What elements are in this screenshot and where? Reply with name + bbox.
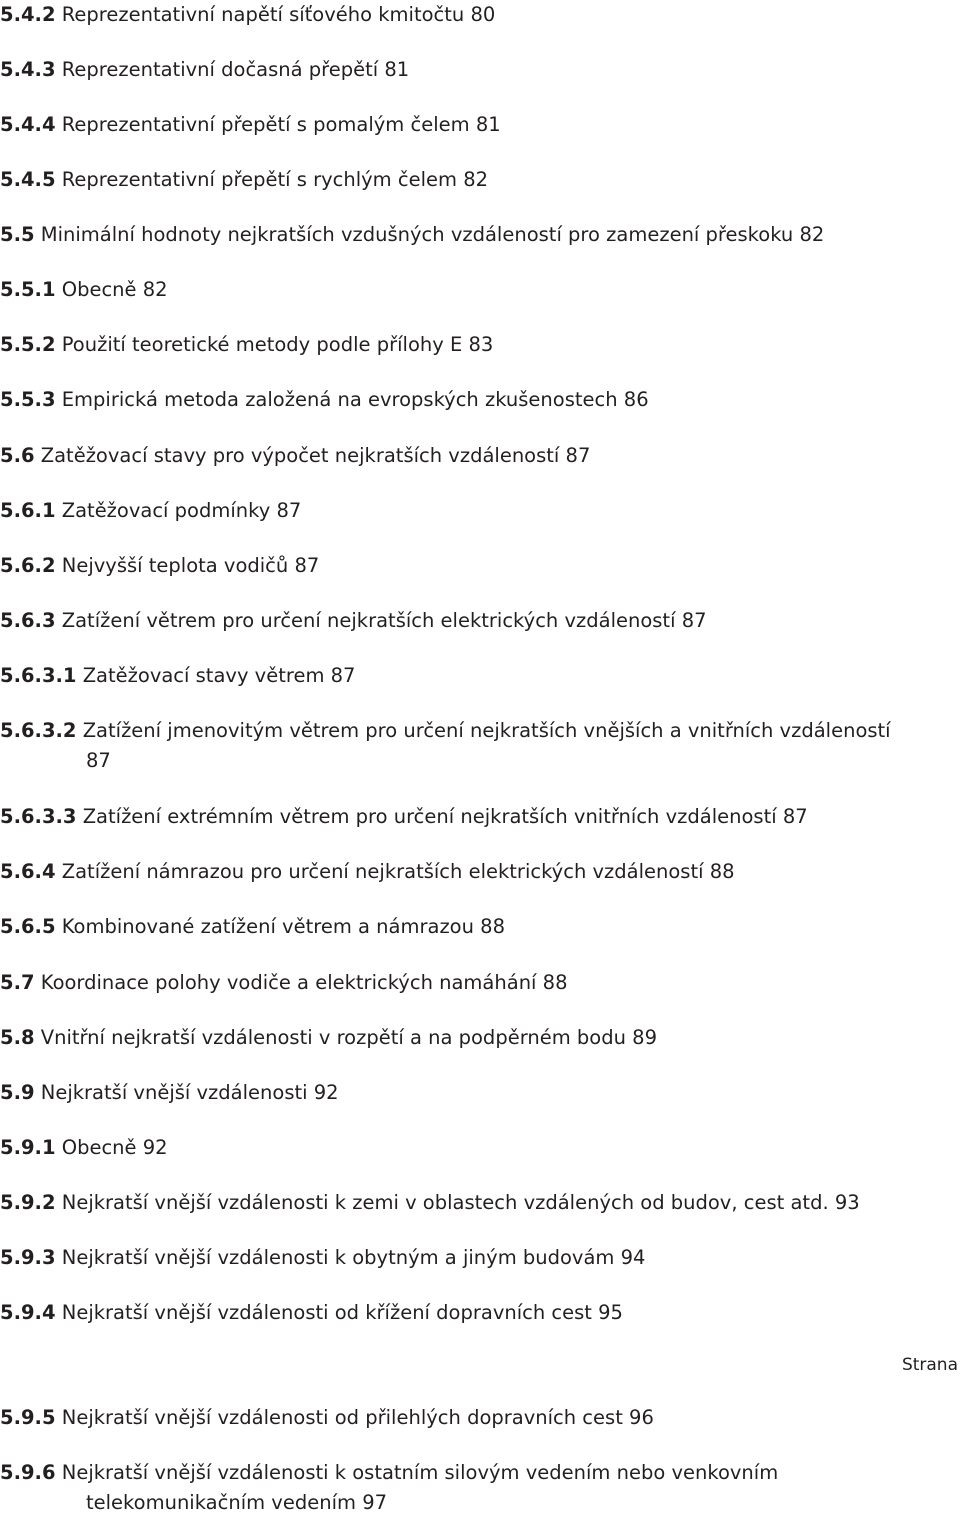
toc-entry[interactable] [0, 441, 955, 471]
toc-entry-number: 5.5 [0, 223, 35, 246]
toc-entry[interactable] [0, 1023, 955, 1053]
toc-entry-number: 5.9.6 [0, 1461, 56, 1484]
toc-entry-title: Vnitřní nejkratší vzdálenosti v rozpětí a na podpěrném bodu 89 [40, 1026, 657, 1049]
toc-entry[interactable] [0, 912, 955, 942]
toc-entry-title: Nejkratší vnější vzdálenosti od křížení dopravních cest 95 [61, 1301, 623, 1324]
toc-entry[interactable] [0, 1133, 955, 1163]
toc-entry-continuation: 87 [86, 749, 111, 772]
toc-entry[interactable] [0, 1078, 955, 1108]
toc-entry-title: Zatěžovací stavy pro výpočet nejkratších vzdáleností 87 [40, 444, 591, 467]
toc-entry[interactable] [0, 110, 955, 140]
toc-entry-title: Obecně 92 [61, 1136, 168, 1159]
toc-entry-number: 5.5.1 [0, 278, 56, 301]
toc-entry-number: 5.6.3.3 [0, 805, 77, 828]
toc-entry-title: Zatížení větrem pro určení nejkratších elektrických vzdáleností 87 [61, 609, 707, 632]
toc-entry-number: 5.9.5 [0, 1406, 56, 1429]
toc-entry[interactable] [0, 1298, 955, 1328]
toc-entry-number: 5.9.1 [0, 1136, 56, 1159]
toc-entry-number: 5.9.4 [0, 1301, 56, 1324]
toc-entry-number: 5.4.2 [0, 3, 56, 26]
toc-entry-number: 5.6.2 [0, 554, 56, 577]
toc-entry-number: 5.4.5 [0, 168, 56, 191]
toc-entry-title: Nejkratší vnější vzdálenosti k zemi v oblastech vzdálených od budov, cest atd. 93 [61, 1191, 860, 1214]
toc-entry-number: 5.6.3 [0, 609, 56, 632]
toc-entry[interactable] [0, 1403, 955, 1433]
toc-entry[interactable] [0, 857, 955, 887]
toc-entry-title: Zatížení jmenovitým větrem pro určení nejkratších vnějších a vnitřních vzdáleností [82, 719, 891, 742]
toc-entry[interactable] [0, 968, 955, 998]
toc-entry-number: 5.6.1 [0, 499, 56, 522]
toc-entry[interactable] [0, 275, 955, 305]
toc-entry-number: 5.4.3 [0, 58, 56, 81]
toc-entry[interactable] [0, 1188, 955, 1218]
toc-entry-number: 5.6.3.1 [0, 664, 77, 687]
toc-entry-number: 5.6 [0, 444, 35, 467]
toc-entry-title: Reprezentativní přepětí s rychlým čelem 82 [61, 168, 489, 191]
toc-entry-title: Zatížení námrazou pro určení nejkratších elektrických vzdáleností 88 [61, 860, 735, 883]
toc-entry-title: Reprezentativní dočasná přepětí 81 [61, 58, 410, 81]
toc-entry[interactable] [0, 1243, 955, 1273]
toc-entry-number: 5.9.3 [0, 1246, 56, 1269]
toc-entry[interactable] [0, 1458, 955, 1518]
toc-entry-title: Použití teoretické metody podle přílohy E 83 [61, 333, 494, 356]
toc-entry-title: Nejkratší vnější vzdálenosti od přilehlých dopravních cest 96 [61, 1406, 654, 1429]
toc-entry-number: 5.7 [0, 971, 35, 994]
toc-entry-number: 5.4.4 [0, 113, 56, 136]
toc-entry-title: Reprezentativní přepětí s pomalým čelem 81 [61, 113, 501, 136]
toc-entry-number: 5.6.4 [0, 860, 56, 883]
toc-entry-number: 5.6.3.2 [0, 719, 77, 742]
toc-entry-number: 5.5.2 [0, 333, 56, 356]
toc-entry-title: Zatížení extrémním větrem pro určení nejkratších vnitřních vzdáleností 87 [82, 805, 808, 828]
toc-entry[interactable] [0, 661, 955, 691]
toc-entry-title: Minimální hodnoty nejkratších vzdušných vzdáleností pro zamezení přeskoku 82 [40, 223, 825, 246]
toc-entry-continuation: telekomunikačním vedením 97 [86, 1491, 388, 1514]
toc-entry-number: 5.9.2 [0, 1191, 56, 1214]
toc-entry-title: Nejkratší vnější vzdálenosti k obytným a jiným budovám 94 [61, 1246, 646, 1269]
toc-entry[interactable] [0, 330, 955, 360]
toc-entry[interactable] [0, 496, 955, 526]
toc-entry-title: Empirická metoda založená na evropských zkušenostech 86 [61, 388, 649, 411]
toc-entry-number: 5.8 [0, 1026, 35, 1049]
toc-entry-title: Koordinace polohy vodiče a elektrických namáhání 88 [40, 971, 568, 994]
toc-entry[interactable] [0, 802, 955, 832]
toc-entry-title: Nejkratší vnější vzdálenosti k ostatním silovým vedením nebo venkovním [61, 1461, 779, 1484]
toc-entry[interactable] [0, 716, 955, 776]
toc-entry[interactable] [0, 385, 955, 415]
toc-entry-number: 5.5.3 [0, 388, 56, 411]
toc-entry-title: Zatěžovací stavy větrem 87 [82, 664, 356, 687]
toc-entry-title: Obecně 82 [61, 278, 168, 301]
toc-entry[interactable] [0, 606, 955, 636]
page-marker: Strana [901, 1355, 958, 1375]
toc-entry[interactable] [0, 220, 955, 250]
toc-entry-title: Reprezentativní napětí síťového kmitočtu 80 [61, 3, 496, 26]
toc-entry[interactable] [0, 551, 955, 581]
toc-entry-title: Kombinované zatížení větrem a námrazou 88 [61, 915, 505, 938]
toc-entry-number: 5.9 [0, 1081, 35, 1104]
toc-entry-title: Zatěžovací podmínky 87 [61, 499, 302, 522]
toc-entry-number: 5.6.5 [0, 915, 56, 938]
toc-entry[interactable] [0, 0, 955, 30]
toc-entry-title: Nejkratší vnější vzdálenosti 92 [40, 1081, 339, 1104]
toc-entry-title: Nejvyšší teplota vodičů 87 [61, 554, 320, 577]
toc-entry[interactable] [0, 165, 955, 195]
toc-entry[interactable] [0, 55, 955, 85]
